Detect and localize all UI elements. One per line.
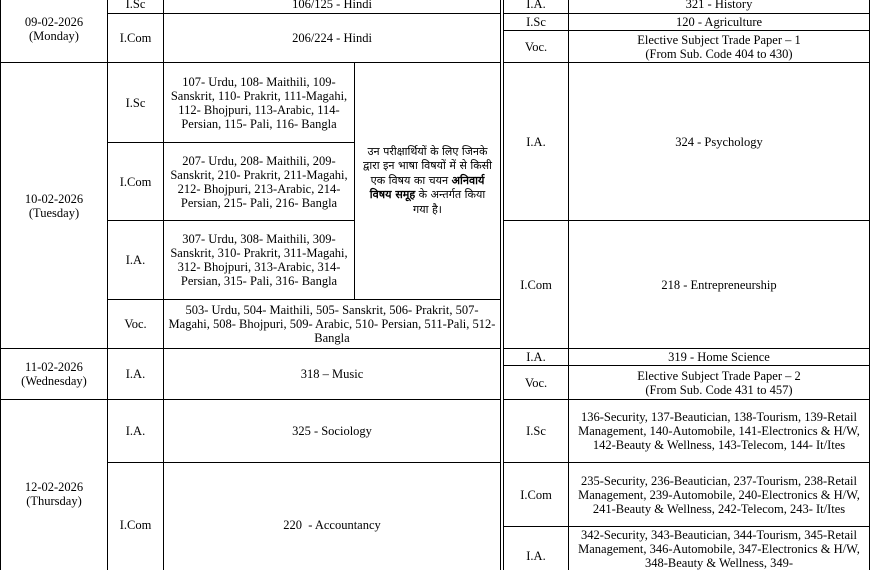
stream-cell: I.Sc [107,0,164,14]
stream-cell: I.Com [503,220,569,349]
note-bold-text: अनिवार्य विषय समूह [369,173,485,202]
subject-cell: 321 - History [568,0,870,14]
day-text: (Thursday) [26,494,82,508]
date-text: 12-02-2026 [24,480,84,494]
day-text: (Wednesday) [21,374,87,388]
subject-cell: 107- Urdu, 108- Maithili, 109-Sanskrit, 110- Prakrit, 111-Magahi, 112- Bhojpuri, 113-Arabic, 114- Persian, 115- Pali, 116- Bangla [163,62,355,143]
subject-cell: 207- Urdu, 208- Maithili, 209-Sanskrit, 210- Prakrit, 211-Magahi, 212- Bhojpuri, 213-Arabic, 214- Persian, 215- Pali, 216- Bangla [163,142,355,221]
subject-cell: 235-Security, 236-Beautician, 237-Tourism, 238-Retail Management, 239-Automobile, 240-Electronics & H/W, 241-Beauty & Wellness, 242-Telecom, 243- It/Ites [568,462,870,527]
date-text: 10-02-2026 [24,191,84,206]
subject-line: Elective Subject Trade Paper – 2 [637,368,801,383]
stream-cell: I.Com [107,142,164,221]
subject-cell: 220 - Accountancy [163,462,501,570]
subject-cell: 206/224 - Hindi [163,13,501,63]
date-cell [0,399,108,570]
subject-cell: 324 - Psychology [568,62,870,221]
stream-cell: I.A. [503,348,569,366]
subject-cell: 319 - Home Science [568,348,870,366]
stream-cell: I.Sc [107,62,164,143]
subject-cell: 106/125 - Hindi [163,0,501,14]
note-text: उन परीक्षार्थियों के लिए जिनके द्वारा इन भाषा विषयों में से किसी एक विषय का चयन [363,144,492,187]
subject-cell: 325 - Sociology [163,399,501,463]
stream-cell: I.Sc [503,13,569,31]
stream-cell: Voc. [503,30,569,63]
subject-cell: 120 - Agriculture [568,13,870,31]
subject-cell: 318 – Music [163,348,501,400]
subject-cell: 342-Security, 343-Beautician, 344-Tourism, 345-Retail Management, 346-Automobile, 347-Electronics & H/W, 348-Beauty & Wellness, 349- [568,526,870,570]
stream-cell: I.A. [503,62,569,221]
stream-cell: I.Sc [503,399,569,463]
date-cell [0,62,108,349]
day-text: (Monday) [28,28,79,43]
date-text: 11-02-2026 [25,360,83,374]
subject-cell: 136-Security, 137-Beautician, 138-Tourism, 139-Retail Management, 140-Automobile, 141-Electronics & H/W, 142-Beauty & Wellness, 143-Telecom, 144- It/Ites [568,399,870,463]
stream-cell: I.Com [107,462,164,570]
subject-cell [568,30,870,63]
subject-cell: 307- Urdu, 308- Maithili, 309-Sanskrit, 310- Prakrit, 311-Magahi, 312- Bhojpuri, 313-Arabic, 314- Persian, 315- Pali, 316- Bangla [163,220,355,300]
stream-cell: I.A. [107,220,164,300]
language-note-cell [354,62,501,300]
subject-cell: 218 - Entrepreneurship [568,220,870,349]
subject-line: Elective Subject Trade Paper – 1 [637,32,801,47]
stream-cell: I.A. [107,399,164,463]
day-text: (Tuesday) [28,205,80,220]
subject-line: (From Sub. Code 404 to 430) [645,46,793,61]
date-cell [0,0,108,63]
date-cell [0,348,108,400]
stream-cell: Voc. [503,365,569,400]
stream-cell: I.A. [503,526,569,570]
stream-cell: Voc. [107,299,164,349]
stream-cell: I.Com [503,462,569,527]
stream-cell: I.A. [107,348,164,400]
subject-line: (From Sub. Code 431 to 457) [645,382,793,397]
note-text: के अन्तर्गत किया गया है। [413,188,486,216]
date-text: 09-02-2026 [24,14,84,29]
stream-cell: I.Com [107,13,164,63]
subject-cell [568,365,870,400]
subject-cell: 503- Urdu, 504- Maithili, 505- Sanskrit, 506- Prakrit, 507-Magahi, 508- Bhojpuri, 509- Arabic, 510- Persian, 511-Pali, 512- Bangla [163,299,501,349]
stream-cell: I.A. [503,0,569,14]
